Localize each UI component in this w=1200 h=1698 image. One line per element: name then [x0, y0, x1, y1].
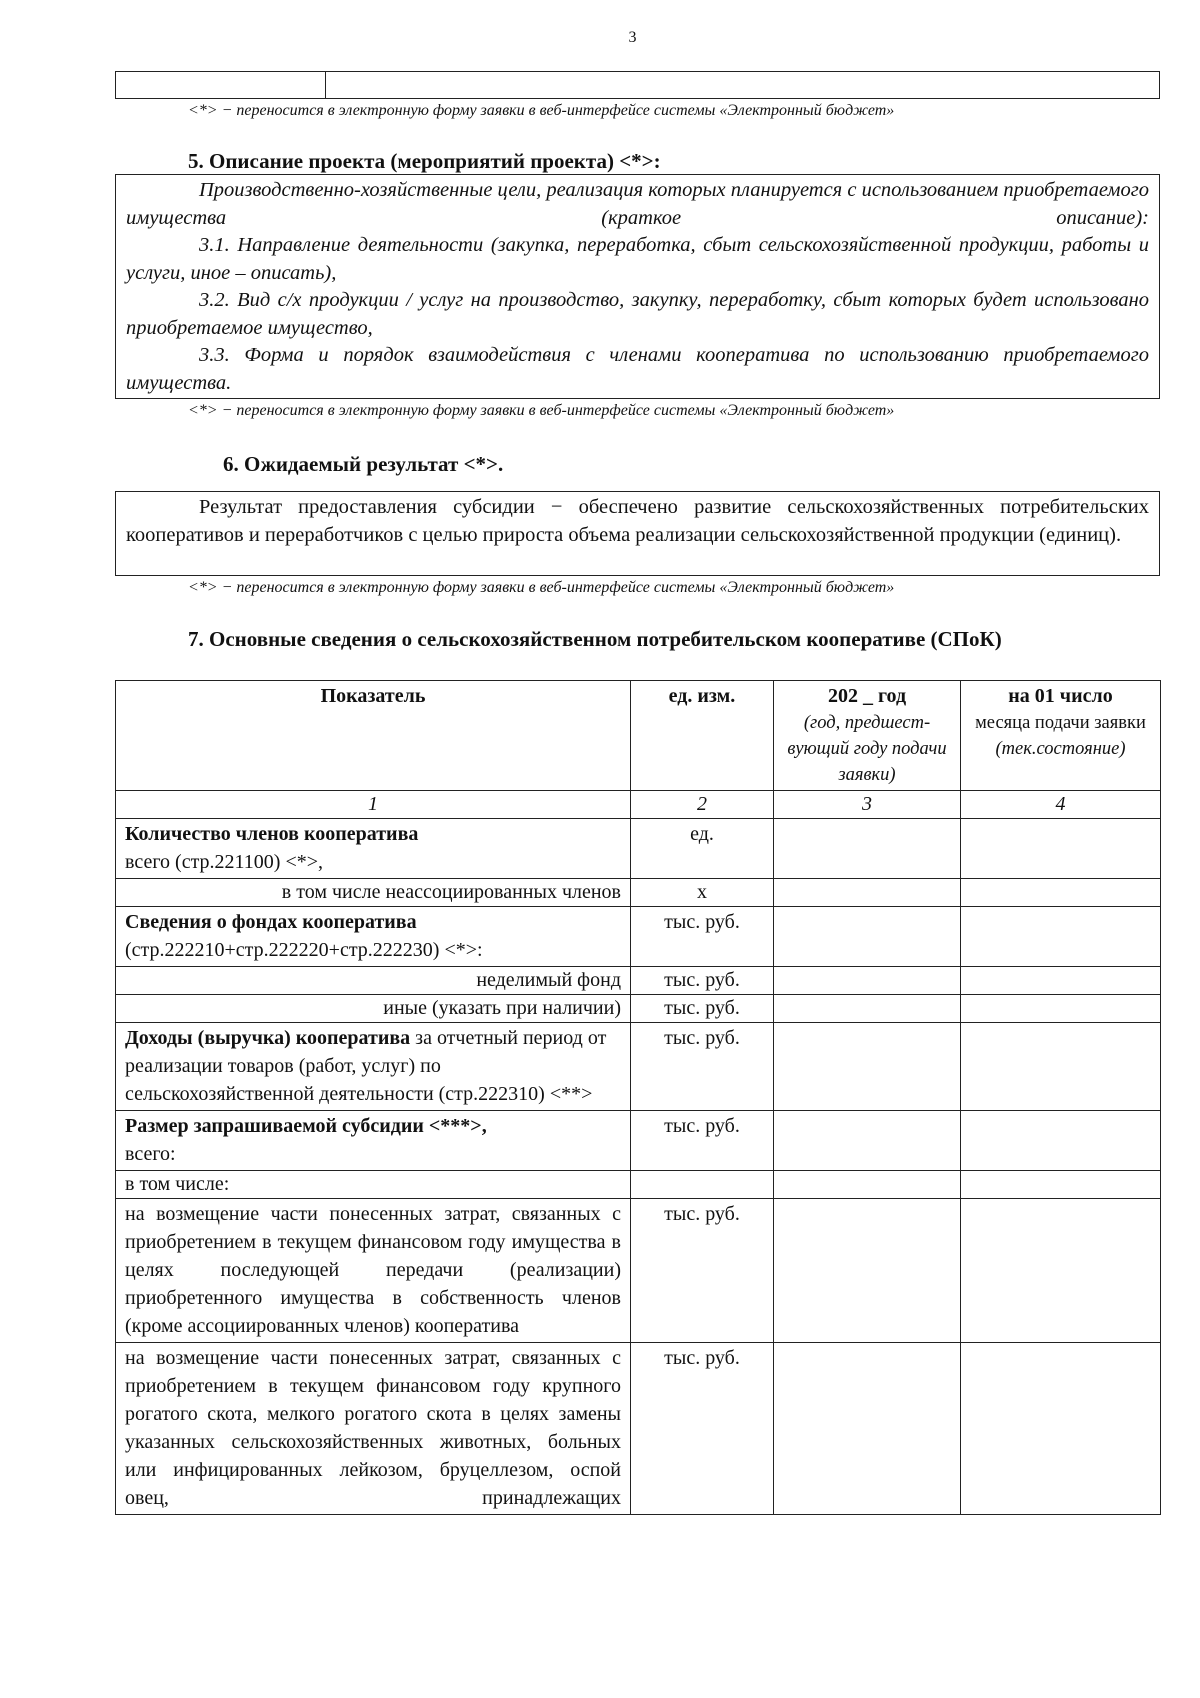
cattle-unit: тыс. руб. [631, 1343, 774, 1515]
subsidy-unit: тыс. руб. [631, 1111, 774, 1171]
table-row-cattle [116, 1343, 1161, 1515]
other-funds-label: иные (указать при наличии) [116, 995, 631, 1023]
header-prev-year-note: (год, предшест-вующий году подачи заявки) [787, 713, 947, 785]
other-funds-unit: тыс. руб. [631, 995, 774, 1023]
table-row-other-funds [116, 995, 1161, 1023]
table-row-indivisible [116, 967, 1161, 995]
cattle-label: на возмещение части понесенных затрат, связанных с приобретением в текущем финансовом году крупного рогатого скота, мелкого рогатого скота в целях замены указанных сельскохозяйственных животных, больных или инфицированных лейкозом, бруцеллезом, оспой овец, принадлежащих [116, 1343, 631, 1515]
cooperative-info-table [115, 680, 1161, 1515]
footnote-section6: <*> − переносится в электронную форму заявки в веб-интерфейсе системы «Электронный бюджет» [188, 579, 895, 596]
header-indicator: Показатель [116, 681, 631, 791]
income-current [961, 1023, 1161, 1111]
funds-current [961, 907, 1161, 967]
cattle-prev [774, 1343, 961, 1515]
table-row-income [116, 1023, 1161, 1111]
subsidy-label-rest: всего: [125, 1143, 176, 1165]
subsidy-prev [774, 1111, 961, 1171]
property-unit: тыс. руб. [631, 1199, 774, 1343]
header-current-note: (тек.состояние) [995, 739, 1126, 759]
members-prev [774, 819, 961, 879]
indivisible-unit: тыс. руб. [631, 967, 774, 995]
page-number: 3 [628, 29, 637, 46]
income-unit: тыс. руб. [631, 1023, 774, 1111]
funds-label [116, 907, 631, 967]
header-unit [631, 681, 774, 791]
subsidy-current [961, 1111, 1161, 1171]
header-current-text: месяца подачи заявки [975, 713, 1146, 733]
section7-heading: 7. Основные сведения о сельскохозяйственном потребительском кооперативе (СПоК) [188, 627, 1002, 651]
col-number-4: 4 [961, 791, 1161, 819]
header-unit-text: ед. изм. [668, 685, 736, 707]
other-funds-prev [774, 995, 961, 1023]
other-funds-current [961, 995, 1161, 1023]
indivisible-label: неделимый фонд [116, 967, 631, 995]
property-label: на возмещение части понесенных затрат, связанных с приобретением в текущем финансовом году имущества в целях последующей передачи (реализации) приобретенного имущества в собственность членов (кроме ассоциированных членов) кооператива [116, 1199, 631, 1343]
property-current [961, 1199, 1161, 1343]
including-current [961, 1171, 1161, 1199]
table-row-including [116, 1171, 1161, 1199]
funds-prev [774, 907, 961, 967]
nonassoc-current [961, 879, 1161, 907]
nonassoc-unit: х [631, 879, 774, 907]
top-table-divider [325, 72, 326, 98]
footnote-section5: <*> − переносится в электронную форму заявки в веб-интерфейсе системы «Электронный бюджет» [188, 402, 895, 419]
table-row-property [116, 1199, 1161, 1343]
col-number-2: 2 [631, 791, 774, 819]
members-label-rest: всего (стр.221100) <*>, [125, 851, 324, 873]
section5-goals: Производственно-хозяйственные цели, реализация которых планируется с использованием приобретаемого имущества (краткое описание): [126, 179, 1149, 229]
table-row-members [116, 819, 1161, 879]
subsidy-label-bold: Размер запрашиваемой субсидии <***>, [125, 1115, 487, 1137]
indivisible-prev [774, 967, 961, 995]
income-prev [774, 1023, 961, 1111]
column-numbers-row [116, 791, 1161, 819]
members-label [116, 819, 631, 879]
header-current-title: на 01 число [1008, 685, 1113, 707]
nonassoc-label: в том числе неассоциированных членов [116, 879, 631, 907]
section5-item-3-2: 3.2. Вид с/х продукции / услуг на производство, закупку, переработку, сбыт которых будет использовано приобретаемое имущество, [126, 289, 1149, 339]
income-label-rest: за отчетный период от реализации товаров (работ, услуг) по сельскохозяйственной деятельности (стр.222310) <**> [125, 1027, 607, 1105]
header-prev-year [774, 681, 961, 791]
section5-item-3-3: 3.3. Форма и порядок взаимодействия с членами кооператива по использованию приобретаемого имущества. [126, 344, 1149, 394]
funds-unit: тыс. руб. [631, 907, 774, 967]
table-header-row [116, 681, 1161, 791]
funds-label-bold: Сведения о фондах кооператива [125, 911, 417, 933]
members-label-bold: Количество членов кооператива [125, 823, 419, 845]
nonassoc-prev [774, 879, 961, 907]
including-unit [631, 1171, 774, 1199]
members-current [961, 819, 1161, 879]
section5-item-3-1: 3.1. Направление деятельности (закупка, переработка, сбыт сельскохозяйственной продукции, работы и услуги, иное – описать), [126, 234, 1149, 284]
section5-box [115, 174, 1160, 399]
cattle-current [961, 1343, 1161, 1515]
funds-label-rest: (стр.222210+стр.222220+стр.222230) <*>: [125, 939, 483, 961]
income-label [116, 1023, 631, 1111]
top-table-row [115, 71, 1160, 99]
indivisible-current [961, 967, 1161, 995]
income-label-bold: Доходы (выручка) кооператива [125, 1027, 411, 1049]
subsidy-label [116, 1111, 631, 1171]
section6-box [115, 491, 1160, 576]
footnote-top: <*> − переносится в электронную форму заявки в веб-интерфейсе системы «Электронный бюджет» [188, 102, 895, 119]
section6-heading: 6. Ожидаемый результат <*>. [223, 452, 504, 476]
section5-heading: 5. Описание проекта (мероприятий проекта) <*>: [188, 149, 661, 173]
including-prev [774, 1171, 961, 1199]
table-row-subsidy [116, 1111, 1161, 1171]
property-prev [774, 1199, 961, 1343]
table-row-nonassoc [116, 879, 1161, 907]
including-label: в том числе: [116, 1171, 631, 1199]
table-row-funds [116, 907, 1161, 967]
members-unit: ед. [631, 819, 774, 879]
col-number-1: 1 [116, 791, 631, 819]
header-current [961, 681, 1161, 791]
col-number-3: 3 [774, 791, 961, 819]
header-prev-year-title: 202 _ год [827, 685, 907, 707]
section6-result: Результат предоставления субсидии − обеспечено развитие сельскохозяйственных потребительских кооперативов и переработчиков с целью прироста объема реализации сельскохозяйственной продукции (единиц). [126, 496, 1149, 546]
